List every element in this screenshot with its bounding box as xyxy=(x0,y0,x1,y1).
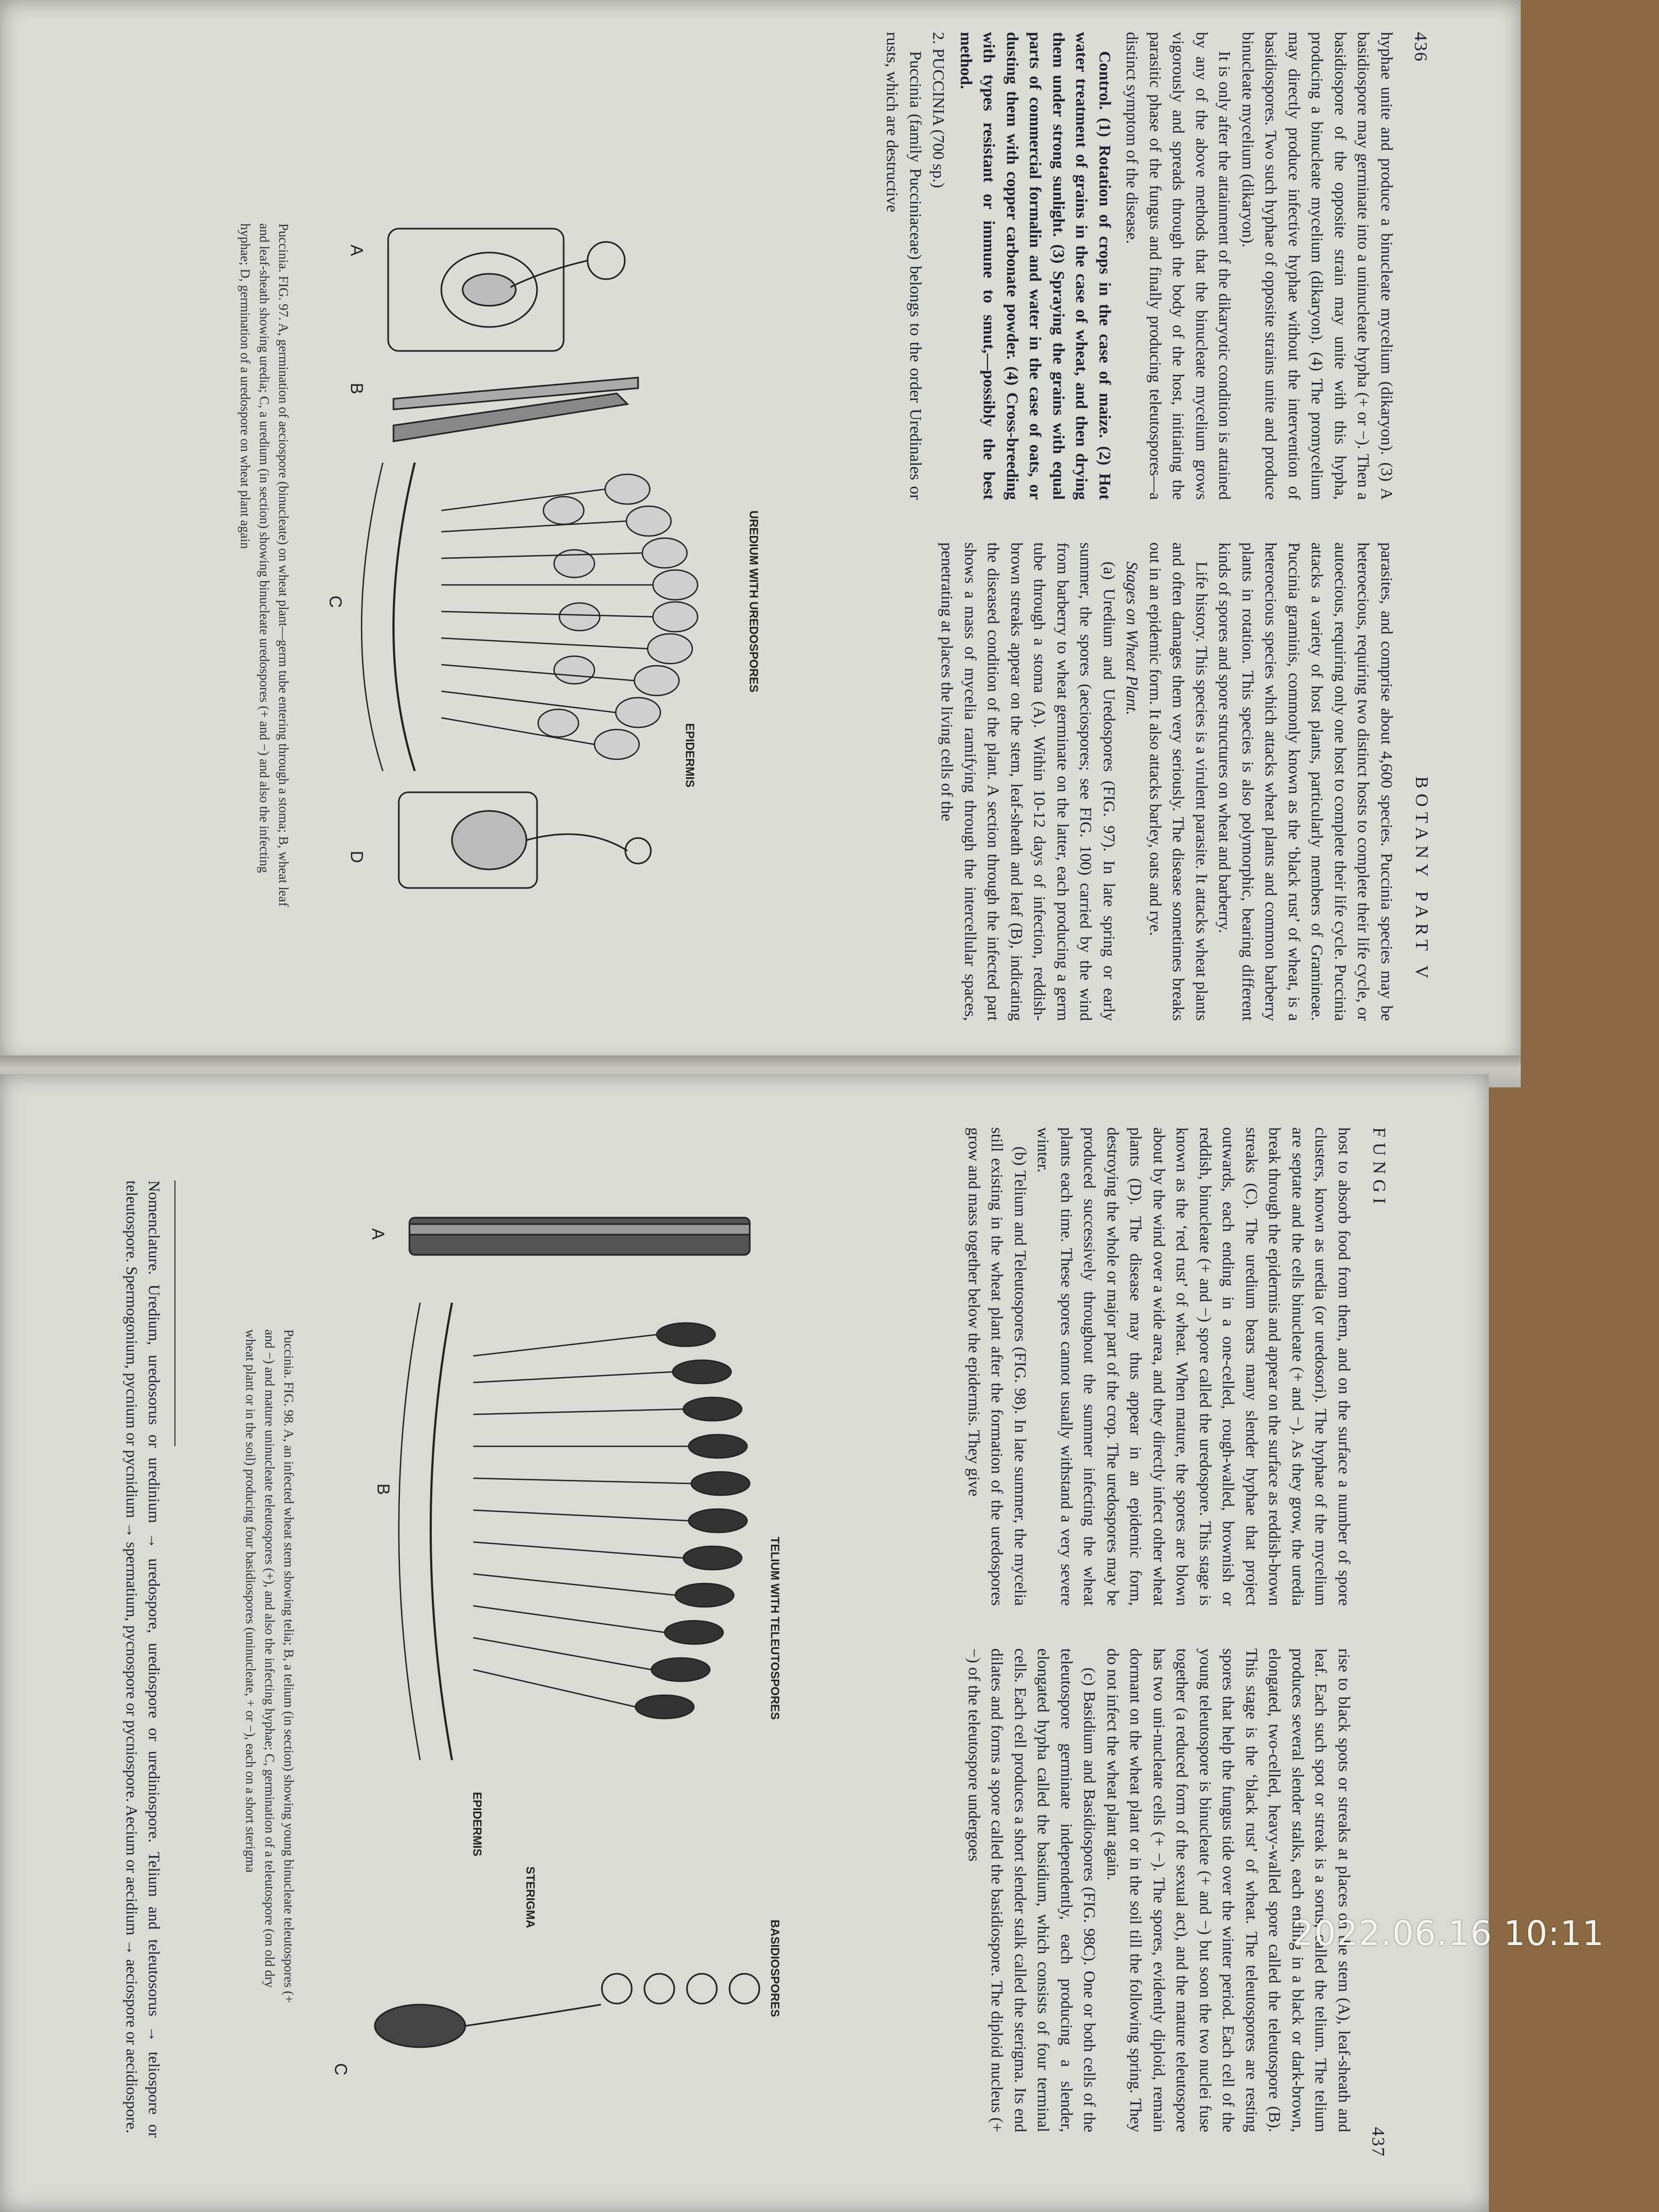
column-1 xyxy=(963,1127,1356,1606)
label-basidiospores: BASIDIOSPORES xyxy=(768,1920,782,2017)
label-epidermis: EPIDERMIS xyxy=(683,723,697,788)
column-2 xyxy=(936,542,1398,1021)
panel-a-stoma xyxy=(388,229,625,351)
label-c: C xyxy=(326,596,345,608)
panel-b-telium xyxy=(399,1303,750,1760)
divider-rule xyxy=(174,1180,175,1446)
running-head: FUNGI xyxy=(1369,1127,1389,1209)
paragraph: Puccinia (family Pucciniaceae) belongs to the order Uredinales or rusts, which are destructive xyxy=(883,32,925,500)
folio: 437 xyxy=(1368,2127,1388,2157)
label-sterigma: STERIGMA xyxy=(524,1866,537,1929)
paragraph: parasites, and comprise about 4,600 species. Puccinia species may be heteroecious, requiring two distinct hosts to complete their life cycle, or autoecious, requiring only one host to complete their life cycle. Puccinia attacks a variety of host plants, particularly members of Gramineae. Puccinia graminis, commonly known as the ‘black rust’ of wheat, is a heteroecious species which attacks wheat plants and common barberry plants in rotation. This species is also polymorphic, bearing different kinds of spores and spore structures on wheat and barberry. xyxy=(1216,542,1396,1021)
paragraph: rise to black spots or streaks at places on the stem (A), leaf-sheath and leaf. Each such spot or streak is a sorus, called the telium. The telium produces several slender stalks, each ending in a black or dark-brown, elongated, two-celled, heavy-walled spore called the teleutospore (B). This stage is the ‘black rust’ of wheat. The teleutospores are resting spores that help the fungus tide over the winter period. Each cell of the young teleutospore is binucleate (+ and −) but soon the two nuclei fuse together (a reduced form of the sexual act), and the mature teleutospore has two uni-nucleate cells (+ −). The spores, evidently diploid, remain dormant on the wheat plant or in the soil till the following spring. They do not infect the wheat plant again. xyxy=(1104,1648,1354,2132)
panel-d-germination xyxy=(399,792,651,888)
paragraph: Life history. This species is a virulent parasite. It attacks wheat plants and often damages them very seriously. The disease sometimes breaks out in an epidemic form. It also attacks barley, oats and rye. xyxy=(1146,542,1211,1021)
panel-c-basidium xyxy=(375,1974,759,2047)
paragraph: hyphae unite and produce a binucleate mycelium (dikaryon). (3) A basidiospore may germinate into a uninucleate hypha (+ or −). Then a basidiospore of the opposite strain may unite with this hypha, producing a binucleate mycelium (dikaryon). (4) The promycelium may directly produce infective hyphae without the intervention of basidiospores. Two such hyphae of opposite strains unite and produce binucleate mycelium (dikaryon). xyxy=(1239,32,1396,500)
figure-title: TELIUM WITH TELEUTOSPORES xyxy=(768,1537,782,1720)
panel-a-stem xyxy=(409,1218,750,1255)
label-a: A xyxy=(368,1228,388,1240)
figure-97-caption: Puccinia. FIG. 97. A, germination of aeciospore (binucleate) on wheat plant—germ tube entering through a stoma; B, wheat leaf and leaf-sheath showing uredia; C, a uredium (in section) showing binucleate uredospores (+ and −) and also the infecting hyphae; D, germination of a uredospore on wheat plant again xyxy=(238,223,290,907)
label-epidermis: EPIDERMIS xyxy=(471,1792,484,1857)
panel-c-uredium xyxy=(362,463,698,771)
paragraph-control: Control. (1) Rotation of crops in the case of maize. (2) Hot water treatment of grains in the case of wheat, and then drying them under strong sunlight. (3) Spraying the grains with equal parts of commercial formalin and water in the case of oats, or dusting them with copper carbonate powder. (4) Cross-breeding with types resistant or immune to smut,—possibly the best method. xyxy=(957,32,1115,500)
column-1 xyxy=(881,32,1398,500)
paragraph: (b) Telium and Teleutospores (FIG. 98). In late summer, the mycelia still existing in the wheat plant after the formation of the uredospores grow and mass together below the epidermis. They give xyxy=(965,1127,1030,1606)
figure-title: UREDIUM WITH UREDOSPORES xyxy=(747,510,760,693)
paragraph: It is only after the attainment of the dikaryotic condition is attained by any of the above methods that the binucleate mycelium grows vigorously and spreads through the body of the host, initiating the parasitic phase of the fungus and finally producing teleutospores—a distinct symptom of the disease. xyxy=(1123,32,1235,500)
subheading: Stages on Wheat Plant. xyxy=(1123,562,1142,716)
figure-97 xyxy=(308,213,787,904)
label-b: B xyxy=(347,383,366,395)
label-a: A xyxy=(347,245,366,256)
running-head: BOTANY PART V xyxy=(1412,776,1431,984)
label-b: B xyxy=(374,1484,393,1495)
nomenclature-note: Nomenclature. Uredium, uredosorus or uredinium → uredospore, urediospore or urediniospore. Telium and teleutosorus → teliospore or teleutospore. Spermogonium, pycnium or pycnidium → spermatium, pycnospore or pycniospore. Aecium or aecidium → aeciospore or aecidiospore. xyxy=(123,1180,163,2138)
paragraph: (c) Basidium and Basidiospores (FIG. 98C). One or both cells of the teleutospore germinate independently, each producing a slender, elongated hypha called the basidium, which consists of four terminal cells. Each cell produces a short slender stalk called the sterigma. Its end dilates and forms a spore called the basidiospore. The diploid nucleus (+−) of the teleutospore undergoes xyxy=(965,1648,1100,2132)
page-437 xyxy=(53,1127,1393,2169)
paragraph: host to absorb food from them, and on the surface a number of spore clusters, known as uredia (or uredosori). The hyphae of the mycelium are septate and the cells binucleate (+ and −). As they grow, the uredia break through the epidermis and appear on the surface as reddish-brown streaks (C). The uredium bears many slender hyphae that project outwards, each ending in a one-celled, rough-walled, brownish or reddish, binucleate (+ and −) spore called the uredospore. This stage is known as the ‘red rust’ of wheat. When mature, the spores are blown about by the wind over a wide area, and they directly infect other wheat plants (D). The disease may thus appear in an epidemic form, destroying the whole or major part of the crop. The uredospores may be produced successively throughout the summer infecting the wheat plants each time. These spores cannot usually withstand a very severe winter. xyxy=(1034,1127,1354,1606)
paragraph: (a) Uredium and Uredospores (FIG. 97). In late spring or early summer, the spores (aeciospores; see FIG. 100) carried by the wind from barberry to wheat germinate on the latter, each producing a germ tube through a stoma (A). Within 10-12 days of infection, reddish-brown streaks appear on the stem, leaf-sheath and leaf (B), indicating the diseased condition of the plant. A section through the infected part shows a mass of mycelia ramifying through the intercellular spaces, penetrating at places the living cells of the xyxy=(938,542,1119,1021)
page-436 xyxy=(64,32,1436,1032)
date-stamp: 2022.06.16 10:11 xyxy=(1292,1914,1605,1954)
label-d: D xyxy=(347,851,366,864)
section-heading: 2. PUCCINIA (700 sp.) xyxy=(929,32,949,188)
column-2 xyxy=(963,1648,1356,2132)
folio: 436 xyxy=(1411,32,1430,62)
figure-98-caption: Puccinia. FIG. 98. A, an infected wheat stem showing telia; B, a telium (in section) showing young binucleate teleutospores (+ and −) and mature uninucleate teleutospores (+), and also the infecting hyphae; C, germination of a teleutospore (on old dry wheat plant or in the soil) producing four basidiospores (uninucleate, + or −), each on a short sterigma xyxy=(243,1329,296,2003)
label-c: C xyxy=(331,2063,350,2076)
figure-98 xyxy=(314,1207,792,2111)
panel-b-leaf xyxy=(393,378,638,441)
